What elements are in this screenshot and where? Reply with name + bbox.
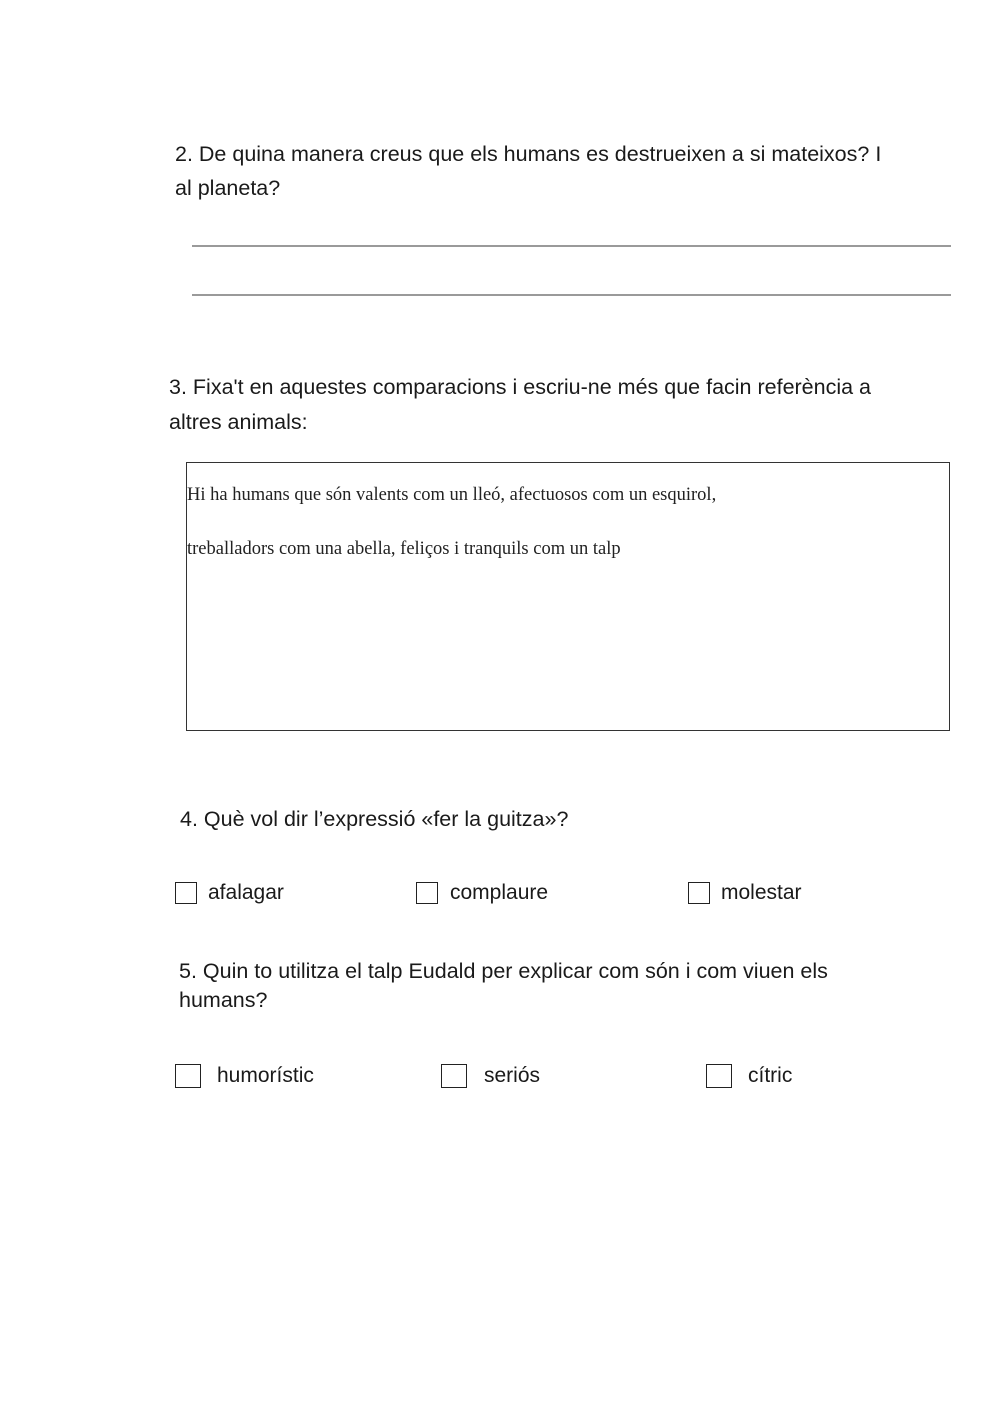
- checkbox-serios[interactable]: [441, 1064, 467, 1088]
- option-label-afalagar: afalagar: [208, 881, 284, 904]
- answer-line-1[interactable]: [192, 245, 951, 247]
- option-label-molestar: molestar: [721, 881, 802, 904]
- question-2-text: 2. De quina manera creus que els humans es destrueixen a si mateixos? I al planeta?: [175, 142, 882, 200]
- question-5-text: 5. Quin to utilitza el talp Eudald per explicar com són i com viuen els humans?: [179, 959, 828, 1012]
- option-label-complaure: complaure: [450, 881, 549, 904]
- option-afalagar[interactable]: [175, 880, 284, 906]
- checkbox-humoristic[interactable]: [175, 1064, 201, 1088]
- option-molestar[interactable]: [688, 880, 802, 906]
- checkbox-complaure[interactable]: [416, 882, 438, 904]
- comparison-line-1: Hi ha humans que són valents com un lleó, afectuosos com un esquirol,: [187, 485, 717, 505]
- option-serios[interactable]: [441, 1063, 540, 1089]
- option-label-citric: cítric: [748, 1064, 793, 1087]
- option-complaure[interactable]: [416, 880, 548, 906]
- question-3-text: 3. Fixa't en aquestes comparacions i escriu-ne més que facin referència a altres animals:: [169, 375, 872, 434]
- checkbox-molestar[interactable]: [688, 882, 710, 904]
- option-label-humoristic: humorístic: [217, 1064, 314, 1087]
- option-humoristic[interactable]: [175, 1063, 314, 1089]
- comparisons-text-box[interactable]: [186, 462, 950, 731]
- checkbox-citric[interactable]: [706, 1064, 732, 1088]
- option-label-serios: seriós: [484, 1064, 541, 1087]
- comparison-line-2: treballadors com una abella, feliços i tranquils com un talp: [187, 539, 621, 559]
- question-4-text: 4. Què vol dir l’expressió «fer la guitza»?: [180, 807, 569, 831]
- checkbox-afalagar[interactable]: [175, 882, 197, 904]
- answer-line-2[interactable]: [192, 294, 951, 296]
- option-citric[interactable]: [706, 1063, 792, 1089]
